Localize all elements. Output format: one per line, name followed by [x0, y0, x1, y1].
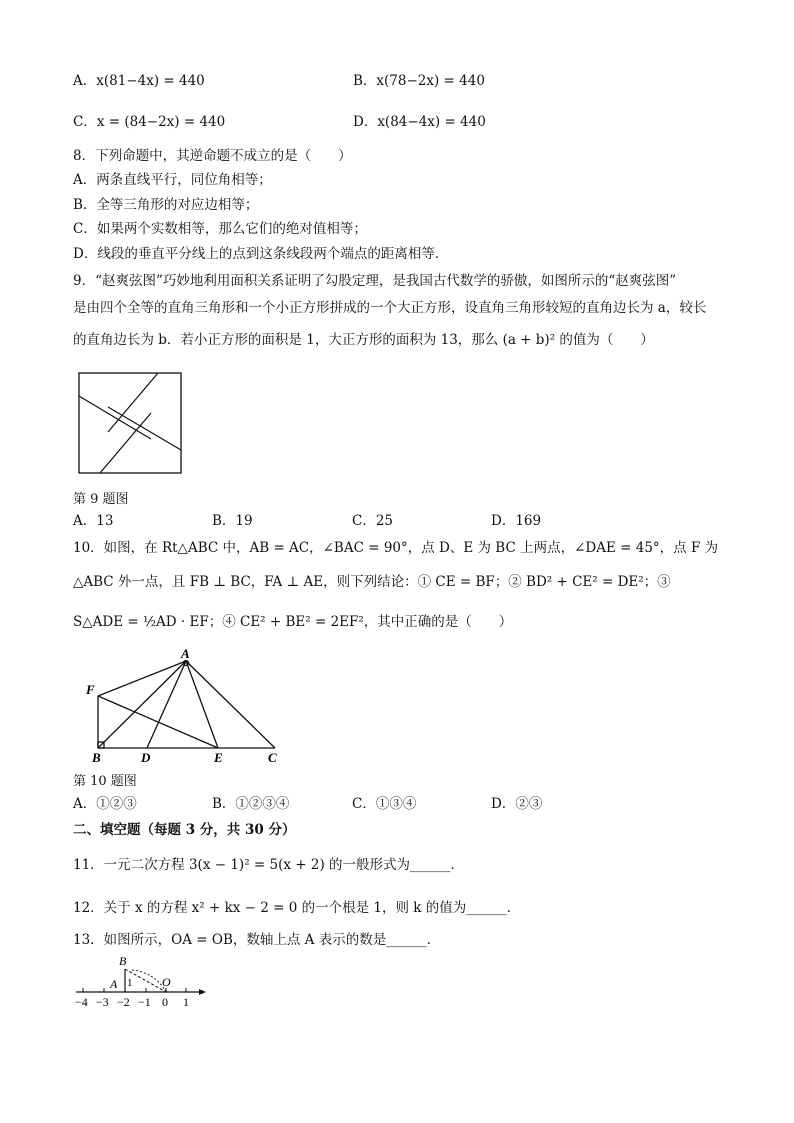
q7-option-b: B．x(78−2x) = 440: [353, 73, 485, 89]
zhao-shuang-diagram: [78, 372, 184, 476]
q12: 12．关于 x 的方程 x² + kx − 2 = 0 的一个根是 1，则 k 的值为______．: [73, 900, 521, 916]
label-a: A: [181, 646, 190, 661]
segment-ae: [186, 661, 218, 748]
tick-label: −1: [138, 995, 151, 1009]
section-heading: 二、填空题（每题 3 分，共 30 分）: [73, 822, 296, 838]
axis-arrow: [199, 989, 206, 995]
q8-option-a: A．两条直线平行，同位角相等；: [73, 172, 272, 188]
segment-ab: [98, 661, 186, 748]
q10-line-3: S△ADE = ½AD · EF；④ CE² + BE² = 2EF²，其中正确的是（ ）: [73, 614, 513, 630]
q13: 13．如图所示，OA = OB，数轴上点 A 表示的数是______．: [73, 932, 441, 948]
q9-line-2: 是由四个全等的直角三角形和一个小正方形拼成的一个大正方形，设直角三角形较短的直角边长为 a，较长: [73, 300, 707, 316]
number-line-diagram: [74, 952, 214, 1012]
q9-option-a: A．13: [73, 513, 114, 529]
tick-label: −4: [75, 995, 88, 1009]
q9-option-d: D．169: [491, 513, 542, 529]
triangle-side-3: [108, 407, 181, 450]
q8-stem: 8．下列命题中，其逆命题不成立的是（ ）: [73, 148, 352, 164]
triangle-side-1: [79, 396, 151, 439]
q8-option-c: C．如果两个实数相等，那么它们的绝对值相等；: [73, 221, 367, 237]
q9-line-3: 的直角边长为 b．若小正方形的面积是 1，大正方形的面积为 13，那么 (a + b)² 的值为（ ）: [73, 332, 654, 348]
q7-option-a: A．x(81−4x) = 440: [73, 73, 205, 89]
tick-label: −2: [117, 995, 130, 1009]
triangle-side-4: [100, 413, 151, 473]
label-c: C: [268, 750, 277, 765]
label-f: F: [86, 682, 95, 697]
q9-caption: 第 9 题图: [73, 492, 129, 507]
label-d: D: [141, 750, 151, 765]
tick-label: 1: [183, 995, 189, 1009]
outer-square: [79, 373, 181, 473]
label-a: A: [110, 977, 118, 991]
q8-option-d: D．线段的垂直平分线上的点到这条线段两个端点的距离相等．: [73, 246, 449, 262]
segment-ac: [186, 661, 275, 748]
q10-option-c: C．①③④: [352, 796, 417, 812]
q9-option-c: C．25: [352, 513, 394, 529]
label-e: E: [214, 750, 223, 765]
label-o: O: [162, 975, 171, 989]
q7-option-c: C．x = (84−2x) = 440: [73, 114, 226, 130]
segment-fe: [98, 696, 218, 748]
label-b: B: [92, 750, 101, 765]
q10-option-b: B．①②③④: [212, 796, 290, 812]
q7-option-d: D．x(84−4x) = 440: [353, 114, 486, 130]
triangle-side-2: [108, 373, 158, 432]
label-one: 1: [127, 977, 133, 989]
tick-label: 0: [162, 995, 168, 1009]
q11: 11．一元二次方程 3(x − 1)² = 5(x + 2) 的一般形式为______．: [73, 857, 465, 873]
q9-option-b: B．19: [212, 513, 253, 529]
q10-option-d: D．②③: [491, 796, 543, 812]
q10-option-a: A．①②③: [73, 796, 137, 812]
q10-line-1: 10．如图，在 Rt△ABC 中，AB = AC，∠BAC = 90°，点 D、E 为 BC 上两点，∠DAE = 45°，点 F 为: [73, 540, 719, 556]
label-b: B: [119, 954, 127, 968]
triangle-diagram: [80, 644, 290, 768]
q10-caption: 第 10 题图: [73, 774, 137, 789]
tick-label: −3: [96, 995, 109, 1009]
q8-option-b: B．全等三角形的对应边相等；: [73, 197, 259, 213]
q10-line-2: △ABC 外一点，且 FB ⊥ BC，FA ⊥ AE，则下列结论：① CE = BF；② BD² + CE² = DE²；③: [73, 574, 671, 590]
q9-line-1: 9．“赵爽弦图”巧妙地利用面积关系证明了勾股定理，是我国古代数学的骄傲，如图所示的“赵爽弦图”: [73, 273, 677, 289]
